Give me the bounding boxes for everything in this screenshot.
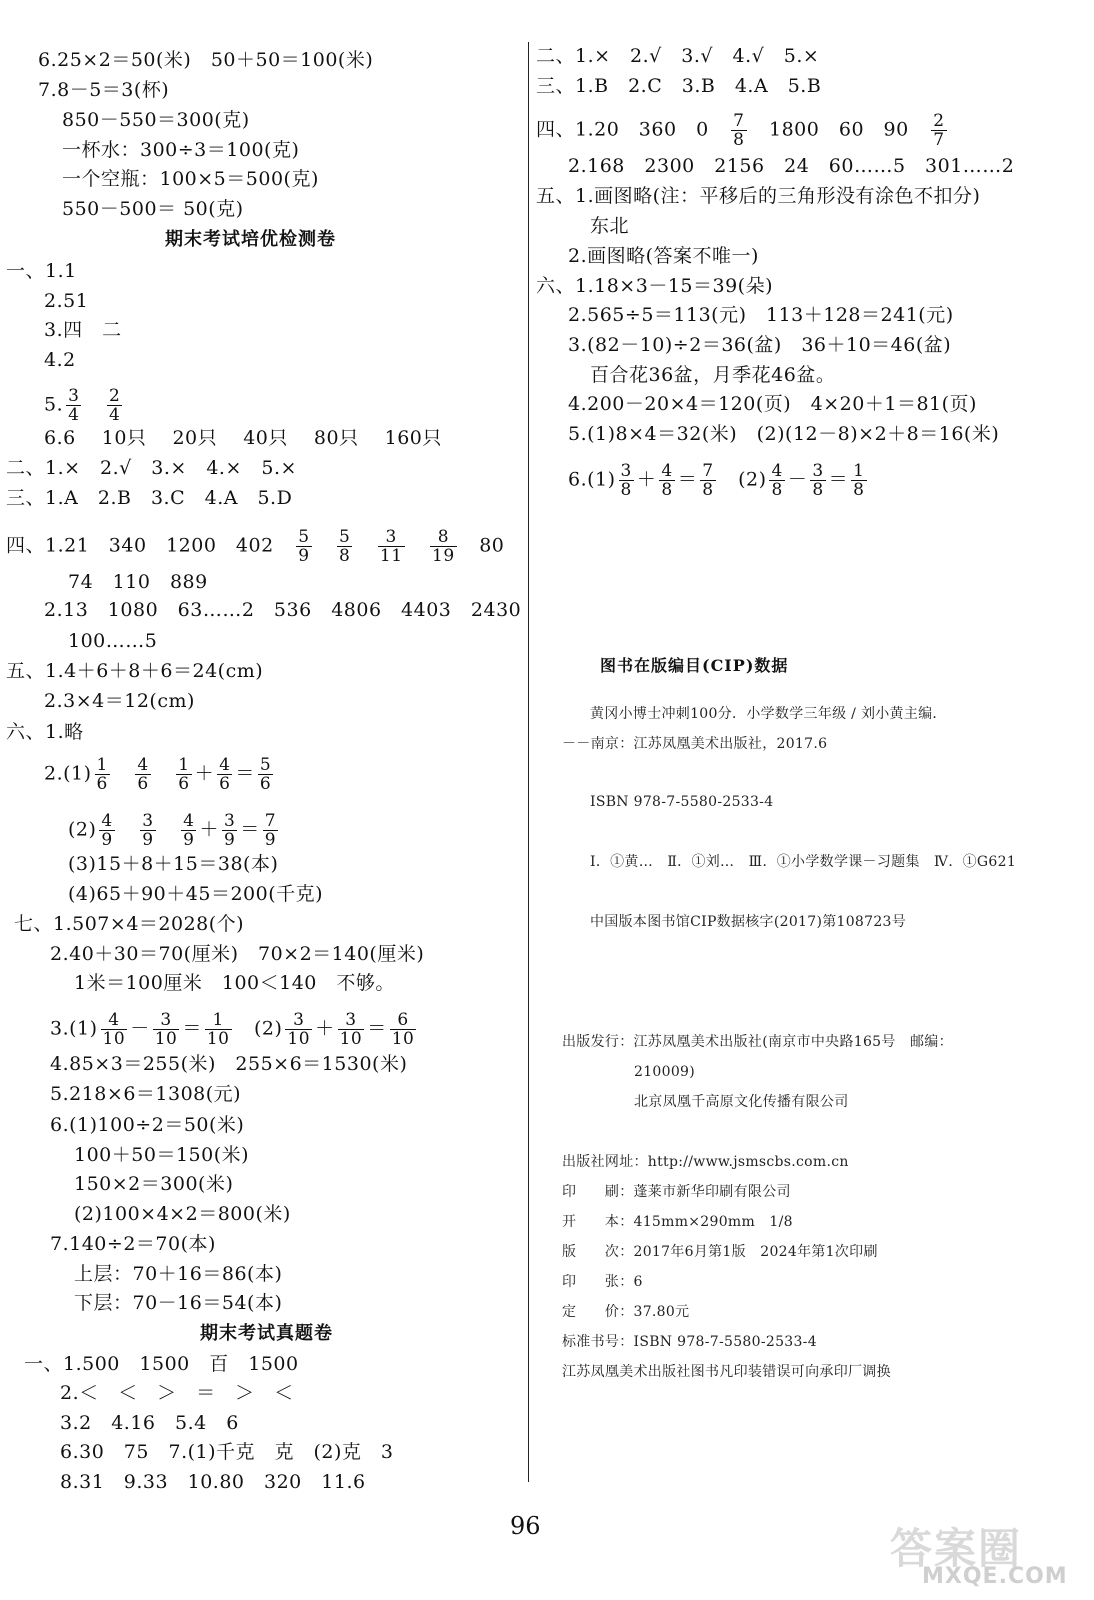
denominator: 8: [661, 480, 673, 500]
numerator: 8: [437, 527, 450, 547]
answer-text: 4.2: [44, 349, 76, 371]
numerator: 6: [397, 1010, 409, 1030]
numerator: 3: [620, 461, 632, 481]
answer-text: 2.51: [44, 290, 89, 312]
answer-text: 一、1.500 1500 百 1500: [24, 1353, 299, 1375]
numerator: 5: [339, 527, 351, 547]
answer-text: 6.(1)100÷2＝50(米): [50, 1114, 245, 1136]
denominator: 10: [206, 1029, 230, 1049]
answer-text: 三、1.B 2.C 3.B 4.A 5.B: [536, 75, 822, 97]
cip-line: －－南京：江苏凤凰美术出版社，2017.6: [562, 736, 828, 752]
fraction: [135, 756, 150, 793]
answer-text: (3)15＋8＋15＝38(本): [68, 853, 279, 875]
answer-text: [159, 819, 179, 841]
answer-text: 2.168 2300 2156 24 60……5 301……2: [568, 155, 1015, 177]
numerator: 5: [298, 527, 310, 547]
fraction: [296, 528, 311, 565]
answer-line: [50, 1113, 244, 1137]
answer-text: 五、1.4＋6＋8＋6＝24(cm): [6, 660, 264, 682]
numerator: 4: [661, 461, 673, 481]
cip-line: 定 价：37.80元: [562, 1304, 690, 1320]
denominator: 4: [108, 405, 121, 425]
cip-line: 出版发行：江苏凤凰美术出版社(南京市中央路165号 邮编：: [562, 1034, 953, 1050]
cip-line: 江苏凤凰美术出版社图书凡印装错误可向承印厂调换: [562, 1364, 891, 1380]
answer-line: [44, 348, 76, 372]
answer-text: 2.(1): [44, 762, 92, 785]
answer-text: (2)100×4×2＝800(米): [74, 1203, 291, 1225]
answer-line: [536, 274, 773, 298]
answer-text: (2): [234, 1017, 283, 1040]
answer-text: 7.140÷2＝70(本): [50, 1233, 216, 1255]
answer-text: 东北: [590, 215, 630, 237]
answer-text: 100＋50＝150(米): [74, 1144, 250, 1166]
numerator: 2: [933, 111, 945, 131]
answer-text: 二、1.× 2.√ 3.× 4.× 5.×: [6, 457, 297, 479]
numerator: 3: [345, 1010, 357, 1030]
fraction: [810, 462, 825, 499]
answer-text: 3.2 4.16 5.4 6: [60, 1412, 239, 1434]
denominator: 7: [933, 130, 945, 150]
answer-line: [50, 942, 424, 966]
answer-text: 2.40＋30＝70(厘米) 70×2＝140(厘米): [50, 943, 425, 965]
denominator: 9: [183, 830, 195, 850]
answer-text: 6.30 75 7.(1)千克 克 (2)克 3: [60, 1441, 394, 1463]
answer-line: [568, 244, 759, 268]
answer-line: [6, 720, 84, 744]
answer-line: [38, 48, 373, 72]
fraction: [95, 756, 110, 793]
answer-text: 五、1.画图略(注：平移后的三角形没有涂色不扣分): [536, 185, 981, 207]
page-number: 96: [510, 1512, 541, 1540]
denominator: 6: [137, 774, 149, 794]
answer-text: 4.200－20×4＝120(页) 4×20＋1＝81(页): [568, 393, 977, 415]
answer-text: 1800 60 90: [749, 118, 929, 141]
answer-line: [74, 971, 395, 995]
numerator: 1: [853, 461, 865, 481]
denominator: 8: [620, 480, 632, 500]
answer-line: [44, 387, 125, 424]
fraction: [731, 112, 746, 149]
numerator: 4: [137, 755, 149, 775]
answer-text: ＝: [235, 762, 255, 785]
answer-text: 4.85×3＝255(米) 255×6＝1530(米): [50, 1053, 408, 1075]
cip-line: 出版社网址：http://www.jsmscbs.com.cn: [562, 1154, 849, 1170]
numerator: 2: [108, 386, 121, 406]
answer-line: [62, 197, 244, 221]
denominator: 11: [379, 546, 403, 566]
answer-text: ＋: [199, 818, 219, 841]
fraction: [931, 112, 946, 149]
answer-text: 2.＜ ＜ ＞ ＝ ＞ ＜: [60, 1382, 294, 1404]
numerator: 3: [293, 1010, 305, 1030]
fraction: [107, 387, 122, 424]
fraction: [140, 812, 155, 849]
answer-text: 6.6 10只 20只 40只 80只 160只: [44, 427, 442, 449]
answer-text: 74 110 889: [68, 571, 208, 593]
answer-line: [50, 1011, 419, 1048]
answer-text: 上层：70＋16＝86(本): [74, 1263, 283, 1285]
cip-line: 黄冈小博士冲刺100分．小学数学三年级 / 刘小黄主编．: [590, 706, 947, 722]
answer-text: 5.: [44, 393, 64, 416]
answer-line: [590, 214, 629, 238]
denominator: 8: [733, 130, 745, 150]
denominator: 8: [771, 480, 783, 500]
answer-text: 150×2＝300(米): [74, 1173, 234, 1195]
answer-line: [568, 462, 870, 499]
answer-text: [154, 763, 174, 785]
answer-line: [14, 912, 244, 936]
numerator: 4: [108, 1010, 120, 1030]
denominator: 8: [853, 480, 865, 500]
cip-line: 中国版本图书馆CIP数据核字(2017)第108723号: [590, 914, 907, 930]
fraction: [337, 528, 352, 565]
fraction: [222, 812, 237, 849]
answer-text: 下层：70－16＝54(本): [74, 1292, 283, 1314]
answer-text: 百合花36盆，月季花46盆。: [590, 364, 836, 386]
answer-line: [568, 392, 977, 416]
denominator: 6: [219, 774, 231, 794]
denominator: 8: [702, 480, 714, 500]
answer-line: [68, 852, 278, 876]
answer-text: 一个空瓶：100×5＝500(克): [62, 168, 319, 190]
denominator: 19: [432, 546, 455, 566]
section-heading: [200, 1322, 333, 1346]
answer-text: 3.(1): [50, 1017, 98, 1040]
answer-line: [62, 108, 250, 132]
answer-text: 6.(1): [568, 468, 616, 491]
denominator: 9: [223, 830, 236, 850]
numerator: 3: [385, 527, 397, 547]
answer-text: [315, 535, 335, 557]
fraction: [205, 1011, 232, 1048]
numerator: 4: [771, 461, 783, 481]
answer-line: [536, 44, 819, 68]
denominator: 10: [154, 1029, 178, 1049]
fraction: [769, 462, 784, 499]
answer-line: [60, 1381, 294, 1405]
fraction: [430, 528, 457, 565]
answer-text: 2.画图略(答案不唯一): [568, 245, 759, 267]
answer-text: 期末考试真题卷: [200, 1323, 333, 1344]
fraction: [285, 1011, 312, 1048]
denominator: 8: [812, 480, 824, 500]
answer-line: [568, 422, 999, 446]
cip-line: 印 张：6: [562, 1274, 643, 1290]
answer-text: (2): [68, 818, 97, 841]
answer-text: [355, 535, 375, 557]
answer-text: ＝: [182, 1017, 202, 1040]
fraction: [176, 756, 191, 793]
numerator: 3: [223, 811, 236, 831]
answer-text: 四、1.21 340 1200 402: [6, 534, 294, 557]
denominator: 6: [178, 774, 190, 794]
answer-text: 1米＝100厘米 100＜140 不够。: [74, 972, 395, 994]
answer-text: ＝: [677, 468, 698, 491]
fraction: [263, 812, 278, 849]
answer-text: (4)65＋90＋45＝200(千克): [68, 883, 324, 905]
answer-line: [68, 882, 323, 906]
answer-line: [68, 570, 208, 594]
answer-line: [6, 259, 77, 283]
answer-text: ＋: [636, 468, 657, 491]
answer-text: 一、1.1: [6, 260, 77, 282]
denominator: 10: [339, 1029, 363, 1049]
answer-text: ＝: [828, 468, 849, 491]
answer-text: (2): [718, 468, 767, 491]
answer-line: [568, 333, 951, 357]
answer-text: 3.(82－10)÷2＝36(盆) 36＋10＝46(盆): [568, 334, 952, 356]
answer-text: 7.8－5＝3(杯): [38, 79, 170, 101]
answer-text: 3.四 二: [44, 319, 122, 341]
answer-line: [68, 812, 281, 849]
answer-line: [74, 1143, 249, 1167]
answer-line: [62, 138, 299, 162]
answer-text: 六、1.18×3－15＝39(朵): [536, 275, 773, 297]
answer-line: [536, 184, 980, 208]
answer-text: 2.13 1080 63……2 536 4806 4403 2430: [44, 599, 522, 621]
column-divider: [528, 42, 529, 1482]
denominator: 9: [101, 830, 113, 850]
answer-line: [24, 1352, 299, 1376]
numerator: 3: [142, 811, 154, 831]
answer-line: [50, 1052, 407, 1076]
watermark-url: MXQE.COM: [922, 1564, 1068, 1589]
answer-text: 100……5: [68, 630, 158, 652]
answer-line: [74, 1202, 291, 1226]
answer-line: [44, 426, 442, 450]
numerator: 1: [212, 1010, 224, 1030]
numerator: 7: [264, 811, 277, 831]
answer-text: 一杯水：300÷3＝100(克): [62, 139, 300, 161]
answer-line: [6, 528, 504, 565]
numerator: 7: [733, 111, 745, 131]
answer-line: [44, 756, 276, 793]
answer-text: 550－500＝ 50(克): [62, 198, 244, 220]
answer-line: [74, 1291, 282, 1315]
denominator: 10: [102, 1029, 126, 1049]
answer-text: 七、1.507×4＝2028(个): [14, 913, 245, 935]
answer-line: [568, 303, 954, 327]
denominator: 9: [298, 546, 310, 566]
answer-text: 四、1.20 360 0: [536, 118, 729, 141]
answer-line: [44, 689, 195, 713]
answer-text: ＋: [315, 1017, 335, 1040]
answer-text: ＝: [367, 1017, 387, 1040]
answer-text: ＋: [194, 762, 215, 785]
answer-line: [50, 1232, 216, 1256]
answer-text: 2.565÷5＝113(元) 113＋128＝241(元): [568, 304, 954, 326]
answer-text: [113, 763, 133, 785]
cip-line: 版 次：2017年6月第1版 2024年第1次印刷: [562, 1244, 878, 1260]
answer-line: [536, 74, 821, 98]
answer-text: ＝: [240, 818, 260, 841]
fraction: [338, 1011, 365, 1048]
answer-line: [44, 289, 88, 313]
cip-line: Ⅰ．①黄… Ⅱ．①刘… Ⅲ．①小学数学课－习题集 Ⅳ．①G621: [590, 854, 1017, 870]
denominator: 8: [339, 546, 351, 566]
answer-text: 2.3×4＝12(cm): [44, 690, 195, 712]
denominator: 10: [391, 1029, 415, 1049]
answer-line: [590, 363, 835, 387]
answer-line: [60, 1411, 239, 1435]
answer-line: [6, 659, 263, 683]
numerator: 4: [183, 811, 195, 831]
answer-line: [74, 1172, 233, 1196]
fraction: [390, 1011, 417, 1048]
answer-line: [38, 78, 169, 102]
answer-text: －: [130, 1017, 150, 1040]
fraction: [619, 462, 634, 499]
cip-line: 北京凤凰千高原文化传播有限公司: [634, 1094, 849, 1110]
fraction: [659, 462, 674, 499]
fraction: [217, 756, 232, 793]
cip-line: ISBN 978-7-5580-2533-4: [590, 794, 774, 810]
numerator: 1: [96, 755, 108, 775]
answer-text: 期末考试培优检测卷: [165, 229, 336, 250]
cip-line: 210009): [634, 1064, 696, 1080]
cip-line: 印 刷：蓬莱市新华印刷有限公司: [562, 1184, 791, 1200]
numerator: 3: [68, 386, 80, 406]
fraction: [99, 812, 114, 849]
answer-text: 5.218×6＝1308(元): [50, 1083, 242, 1105]
answer-text: －: [787, 468, 808, 491]
denominator: 6: [259, 774, 272, 794]
denominator: 9: [142, 830, 154, 850]
answer-line: [568, 154, 1014, 178]
answer-text: [118, 819, 138, 841]
fraction: [66, 387, 81, 424]
fraction: [181, 812, 196, 849]
fraction: [851, 462, 866, 499]
answer-line: [6, 456, 297, 480]
answer-text: 六、1.略: [6, 721, 84, 743]
fraction: [258, 756, 273, 793]
numerator: 5: [259, 755, 272, 775]
numerator: 7: [702, 461, 714, 481]
answer-text: [408, 535, 428, 557]
answer-text: 8.31 9.33 10.80 320 11.6: [60, 1471, 366, 1493]
numerator: 4: [101, 811, 113, 831]
answer-line: [68, 629, 157, 653]
answer-text: 850－550＝300(克): [62, 109, 250, 131]
cip-line: 标准书号：ISBN 978-7-5580-2533-4: [562, 1334, 817, 1350]
fraction: [378, 528, 405, 565]
fraction: [700, 462, 715, 499]
cip-line: 开 本：415mm×290mm 1/8: [562, 1214, 793, 1230]
answer-line: [44, 598, 521, 622]
answer-text: 80: [459, 534, 505, 557]
numerator: 1: [178, 755, 190, 775]
answer-line: [44, 318, 122, 342]
section-heading: [165, 228, 336, 252]
numerator: 4: [219, 755, 231, 775]
denominator: 6: [96, 774, 108, 794]
answer-line: [60, 1440, 394, 1464]
fraction: [153, 1011, 180, 1048]
answer-line: [536, 112, 950, 149]
answer-text: 5.(1)8×4＝32(米) (2)(12－8)×2＋8＝16(米): [568, 423, 1000, 445]
answer-line: [74, 1262, 282, 1286]
answer-line: [50, 1082, 241, 1106]
watermark-text: 答案圈: [890, 1524, 1023, 1573]
numerator: 3: [160, 1010, 172, 1030]
numerator: 3: [812, 461, 824, 481]
denominator: 9: [264, 830, 277, 850]
answer-text: 三、1.A 2.B 3.C 4.A 5.D: [6, 487, 293, 509]
answer-text: [84, 394, 104, 416]
watermark-logo: [882, 1514, 1082, 1594]
answer-line: [60, 1470, 366, 1494]
answer-text: 二、1.× 2.√ 3.√ 4.√ 5.×: [536, 45, 820, 67]
denominator: 10: [287, 1029, 311, 1049]
answer-line: [6, 486, 292, 510]
denominator: 4: [68, 405, 80, 425]
answer-text: 6.25×2＝50(米) 50＋50＝100(米): [38, 49, 374, 71]
cip-title: 图书在版编目(CIP)数据: [600, 656, 789, 675]
fraction: [101, 1011, 128, 1048]
answer-line: [62, 167, 319, 191]
